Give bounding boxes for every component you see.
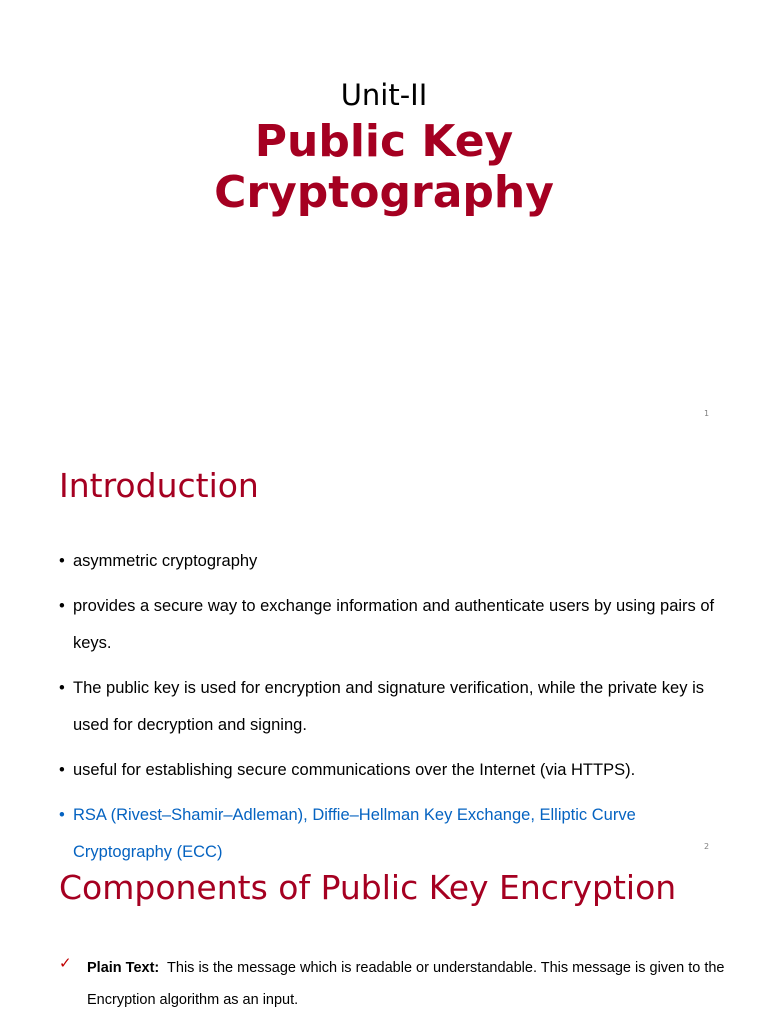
title-slide: [0, 0, 768, 432]
component-list: [59, 952, 749, 1016]
bullet-text: useful for establishing secure communications over the Internet (via HTTPS).: [73, 761, 636, 779]
introduction-slide: [0, 432, 768, 864]
bullet-icon: •: [59, 806, 65, 824]
checkmark-icon: ✓: [59, 955, 72, 972]
bullet-text: The public key is used for encryption and signature verification, while the private key is used for decryption and signing.: [73, 679, 704, 734]
bullet-icon: •: [59, 679, 65, 697]
component-term: Plain Text:: [87, 960, 160, 976]
list-item: [59, 670, 739, 744]
bullet-list: [59, 543, 739, 879]
title-line-1: Public Key: [254, 116, 514, 167]
list-item: [59, 952, 749, 1016]
bullet-icon: •: [59, 552, 65, 570]
title-line-2: Cryptography: [214, 167, 554, 218]
components-slide: [0, 864, 768, 1024]
page-number: 2: [704, 842, 710, 851]
bullet-text: asymmetric cryptography: [73, 552, 258, 570]
unit-label: Unit-II: [340, 78, 428, 112]
list-item: [59, 588, 739, 662]
section-title: Components of Public Key Encryption: [59, 868, 677, 907]
bullet-icon: •: [59, 761, 65, 779]
bullet-icon: •: [59, 597, 65, 615]
slide-title: [0, 116, 768, 218]
list-item: [59, 797, 739, 871]
list-item: [59, 752, 739, 789]
list-item: [59, 543, 739, 580]
component-description: This is the message which is readable or understandable. This message is given to the Encryption algorithm as an input.: [87, 960, 725, 1008]
bullet-text: provides a secure way to exchange information and authenticate users by using pairs of keys.: [73, 597, 715, 652]
bullet-text: RSA (Rivest–Shamir–Adleman), Diffie–Hellman Key Exchange, Elliptic Curve Cryptography (ECC): [73, 806, 636, 861]
page-number: 1: [704, 409, 710, 418]
section-title: Introduction: [59, 466, 259, 505]
